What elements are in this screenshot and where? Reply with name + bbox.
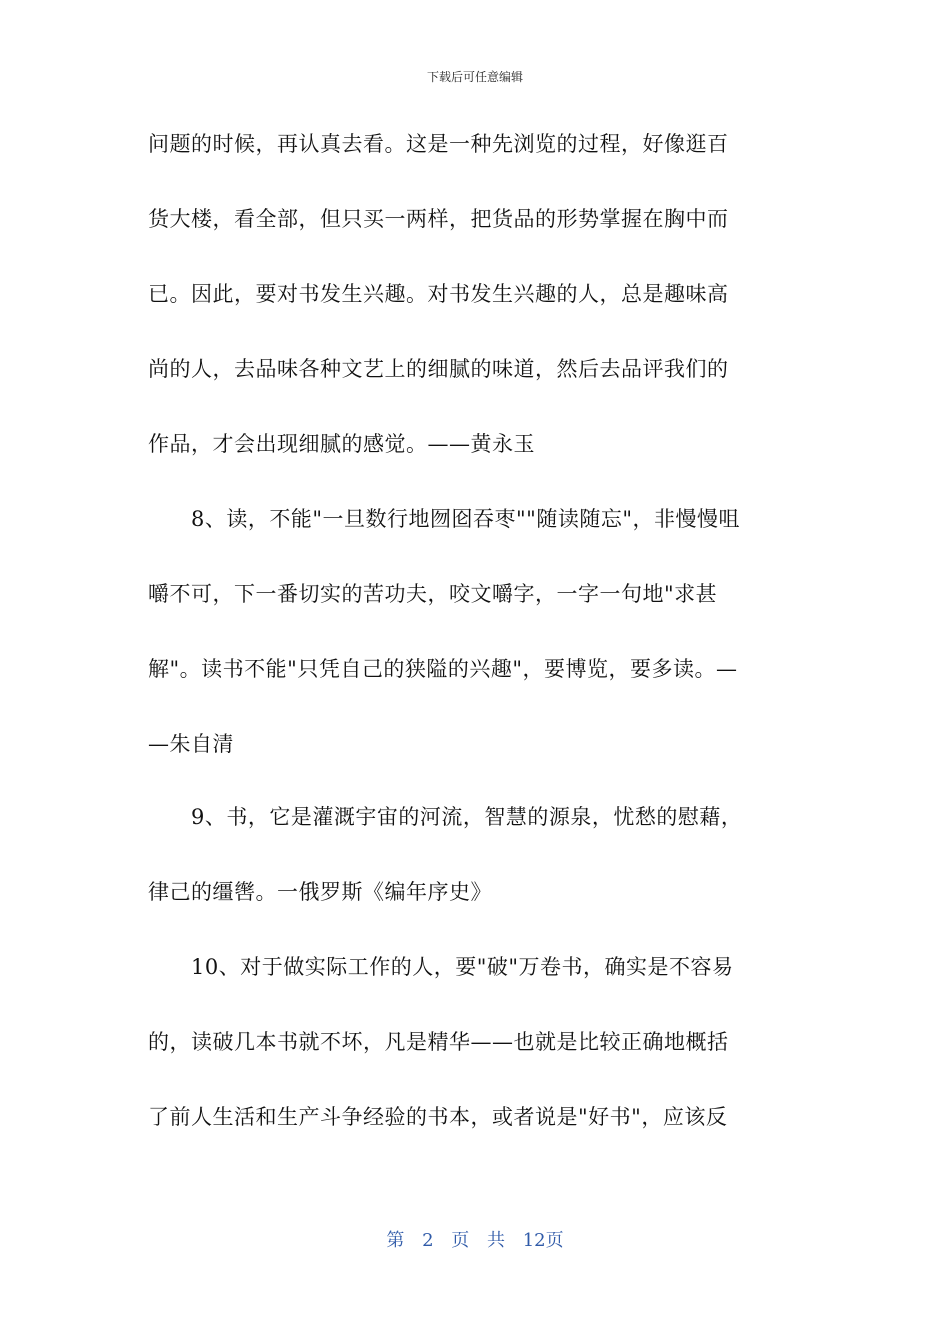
body-line: 嚼不可，下一番切实的苦功夫，咬文嚼字，一字一句地"求甚: [148, 582, 718, 606]
page-header: 下载后可任意编辑: [426, 70, 523, 84]
body-line: 10、对于做实际工作的人，要"破"万卷书，确实是不容易: [148, 955, 734, 979]
body-line: 9、书，它是灌溉宇宙的河流，智慧的源泉，忧愁的慰藉，: [148, 805, 743, 829]
footer-page-number: 2: [422, 1230, 434, 1251]
body-line: 货大楼，看全部，但只买一两样，把货品的形势掌握在胸中而: [148, 207, 729, 231]
body-line: 的，读破几本书就不坏，凡是精华——也就是比较正确地概括: [148, 1030, 729, 1054]
body-line: 8、读，不能"一旦数行地囫囵吞枣""随读随忘"，非慢慢咀: [148, 507, 740, 531]
body-line: 解"。读书不能"只凭自己的狭隘的兴趣"，要博览，要多读。—: [148, 657, 738, 681]
footer-ye: 页: [451, 1230, 470, 1251]
body-line: 已。因此，要对书发生兴趣。对书发生兴趣的人，总是趣味高: [148, 282, 729, 306]
footer-total-pages: 12页: [522, 1230, 564, 1251]
body-line: 尚的人，去品味各种文艺上的细腻的味道，然后去品评我们的: [148, 357, 729, 381]
body-line: 问题的时候，再认真去看。这是一种先浏览的过程，好像逛百: [148, 132, 729, 156]
footer-di: 第: [386, 1230, 405, 1251]
body-line: —朱自清: [148, 732, 234, 756]
body-line: 律己的缰辔。一俄罗斯《编年序史》: [148, 880, 492, 904]
body-line: 作品，才会出现细腻的感觉。——黄永玉: [148, 432, 535, 456]
page-footer: [0, 1226, 950, 1252]
body-line: 了前人生活和生产斗争经验的书本，或者说是"好书"，应该反: [148, 1105, 728, 1129]
footer-gong: 共: [487, 1230, 505, 1251]
